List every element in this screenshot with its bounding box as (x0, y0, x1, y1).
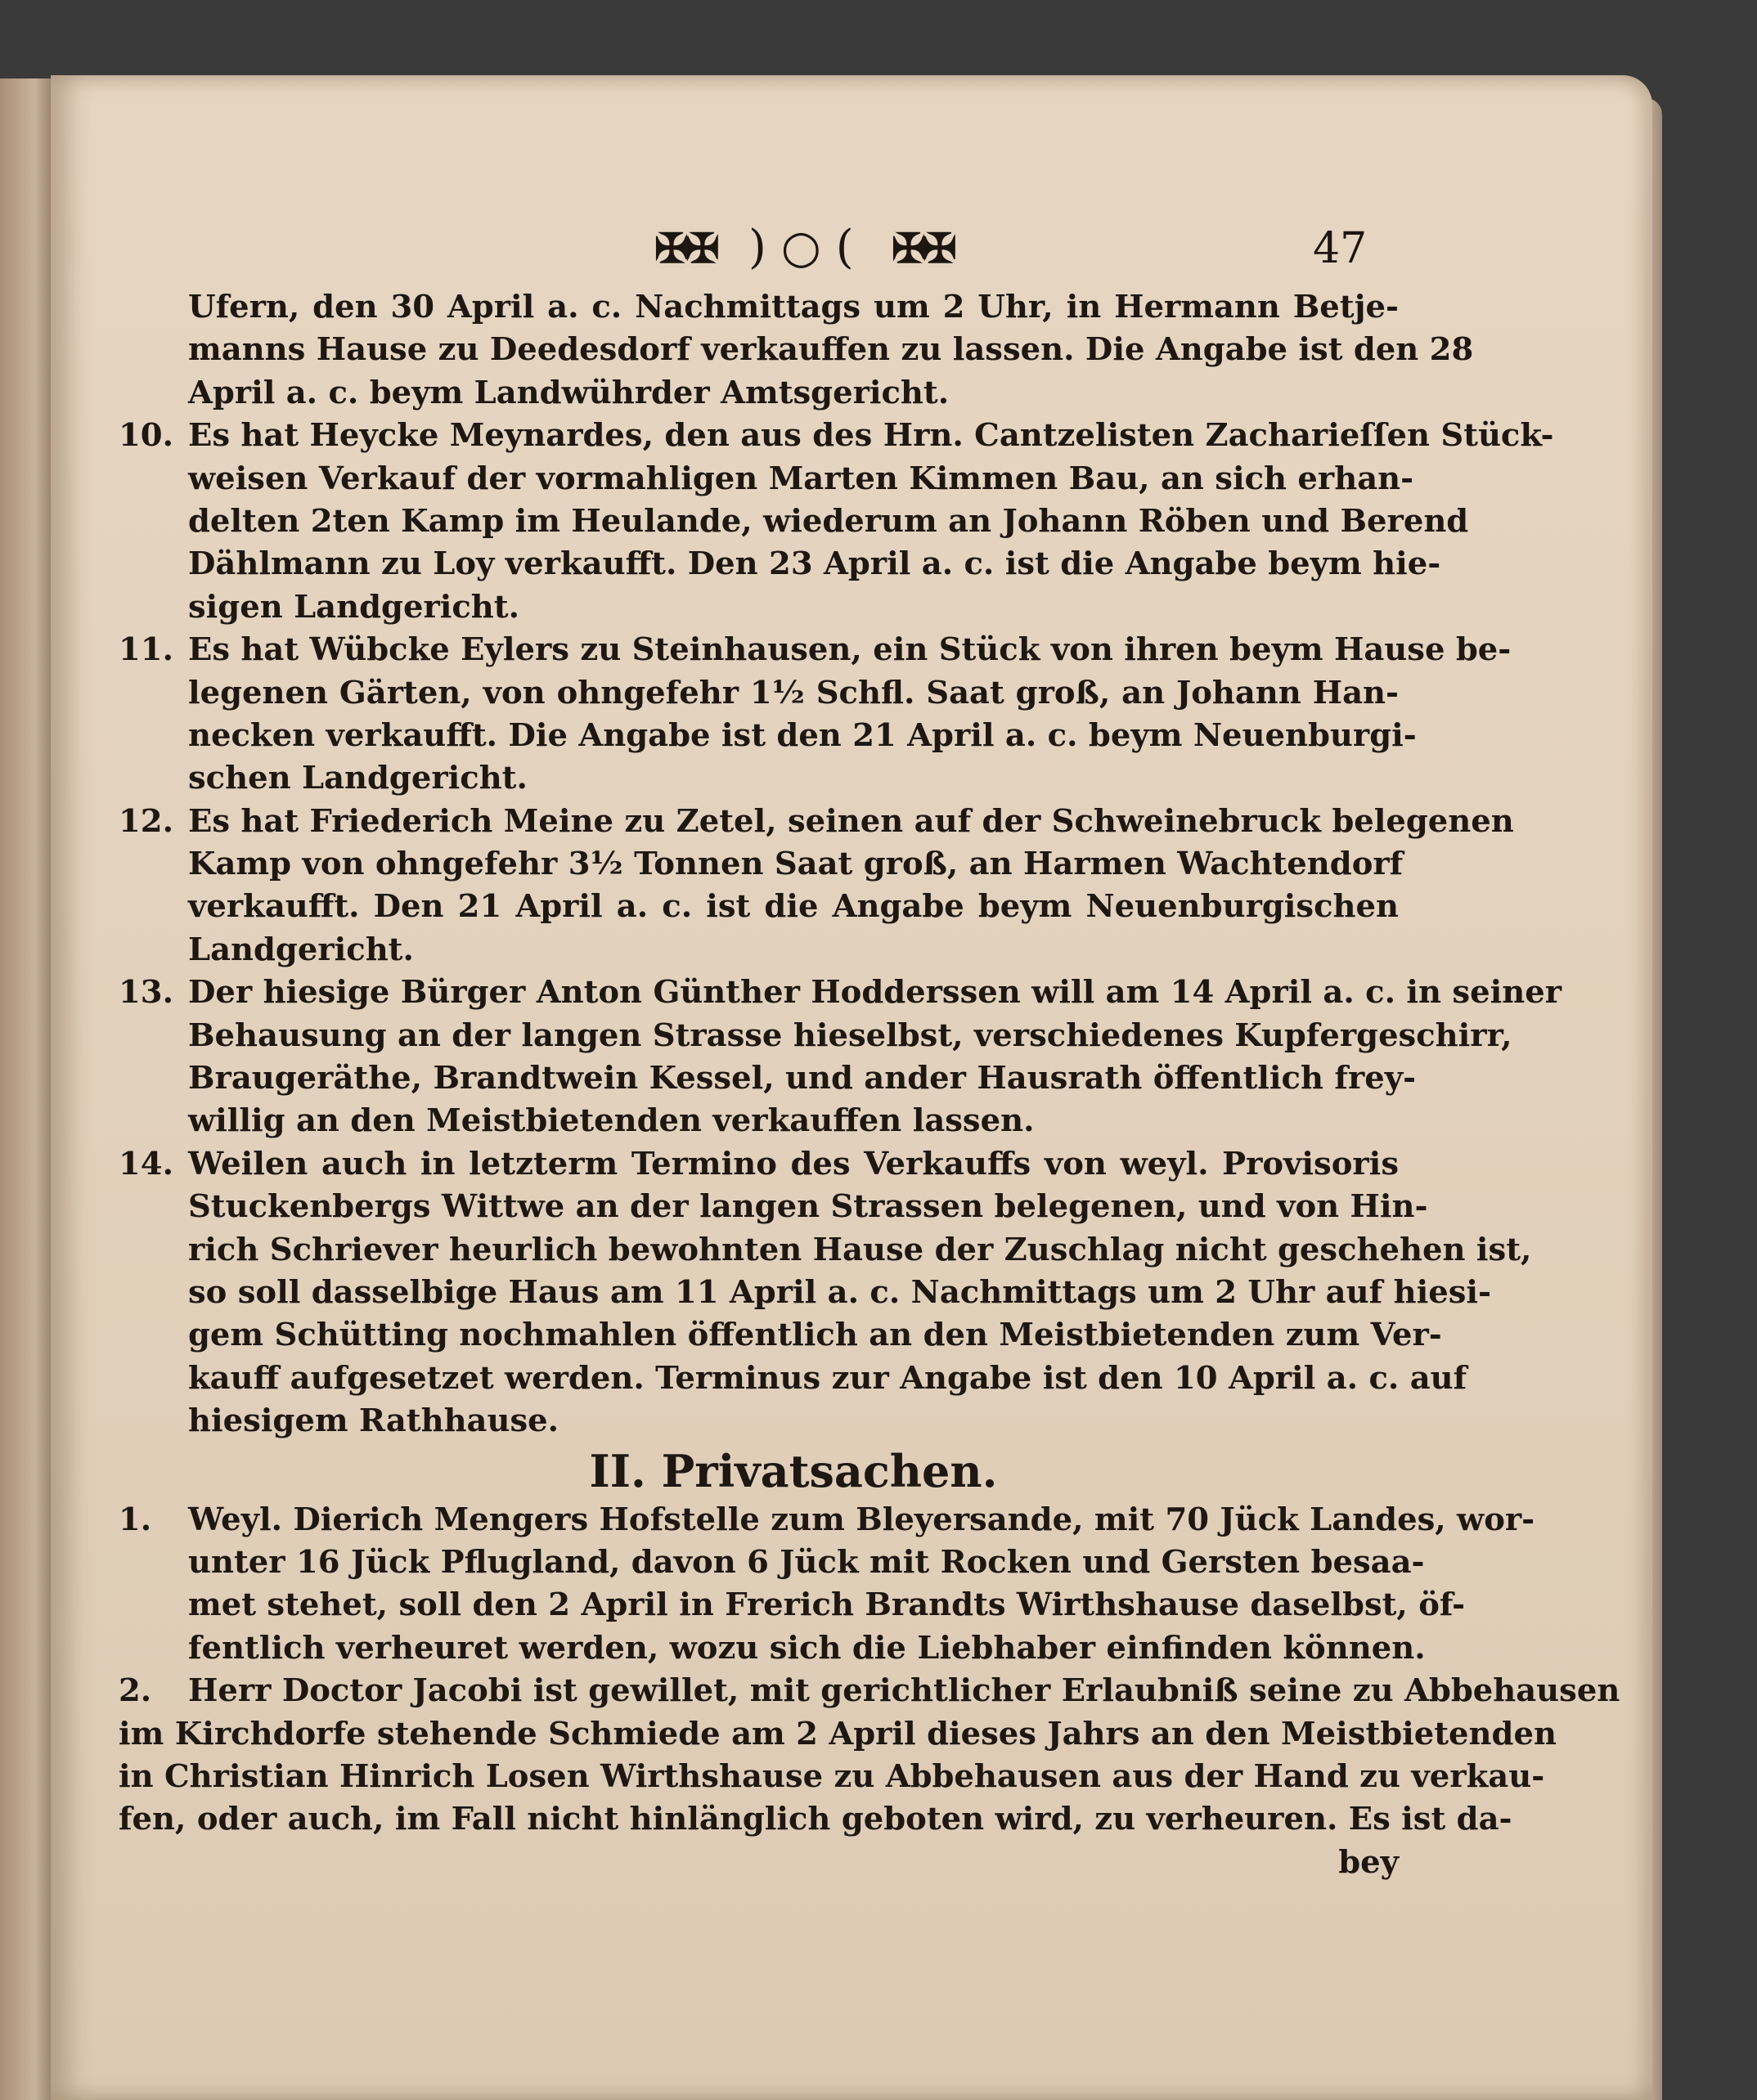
text-line (119, 415, 1554, 457)
text-line (188, 1314, 1442, 1357)
line-text: sigen Landgericht. (188, 588, 519, 626)
line-text: Weilen auch in letzterm Termino des Verkauffs von weyl. Provisoris (188, 1145, 1399, 1182)
line-text: Landgericht. (188, 931, 414, 968)
line-text: Kamp von ohngefehr 3½ Tonnen Saat groß, an Harmen Wachtendorf (188, 846, 1404, 883)
text-line (188, 1584, 1466, 1627)
text-line (188, 757, 1399, 800)
line-text: kauff aufgesetzet werden. Terminus zur Angabe ist den 10 April a. c. auf (188, 1359, 1467, 1397)
line-text: im Kirchdorfe stehende Schmiede am 2 April dieses Jahrs an den Meistbietenden (119, 1715, 1557, 1752)
text-line (188, 500, 1469, 543)
page-header (573, 221, 1368, 278)
line-text: willig an den Meistbietenden verkauffen lassen. (188, 1102, 1035, 1140)
header-ornament-left-icon: ✠✠ (654, 224, 717, 272)
text-line (119, 1713, 1557, 1756)
text-line (119, 1143, 1399, 1186)
text-line (188, 1100, 1399, 1142)
text-line (188, 843, 1404, 886)
line-text: legenen Gärten, von ohngefehr 1½ Schfl. Saat groß, an Johann Han- (188, 674, 1399, 711)
catchword: bey (1338, 1843, 1399, 1881)
header-ornament-right-icon: ✠✠ (892, 224, 954, 272)
line-text: Herr Doctor Jacobi ist gewillet, mit gerichtlicher Erlaubniß seine zu Abbehausen (188, 1672, 1620, 1710)
line-text: met stehet, soll den 2 April in Frerich Brandts Wirthshause daselbst, öf- (188, 1586, 1466, 1624)
item-number: 10. (119, 417, 173, 455)
text-line (188, 1229, 1532, 1272)
facing-page-edge (0, 79, 57, 2100)
line-text: manns Hause zu Deedesdorf verkauffen zu lassen. Die Angabe ist den 28 (188, 331, 1474, 369)
line-text: unter 16 Jück Pflugland, davon 6 Jück mit Rocken und Gersten besaa- (188, 1543, 1425, 1581)
line-text: Es hat Friederich Meine zu Zetel, seinen auf der Schweinebruck belegenen (188, 802, 1514, 840)
line-text: Der hiesige Bürger Anton Günther Hodderssen will am 14 April a. c. in seiner (188, 974, 1562, 1012)
item-number: 13. (119, 974, 173, 1012)
line-text: weisen Verkauf der vormahligen Marten Kimmen Bau, an sich erhan- (188, 460, 1414, 497)
item-number: 1. (119, 1501, 152, 1538)
section-heading: II. Privatsachen. (589, 1444, 998, 1497)
text-line (188, 672, 1399, 715)
text-line (188, 1015, 1512, 1057)
text-line (188, 1541, 1425, 1584)
text-line (119, 971, 1562, 1014)
line-text: verkaufft. Den 21 April a. c. ist die Angabe beym Neuenburgischen (188, 888, 1399, 926)
text-line (188, 329, 1474, 371)
text-line (188, 886, 1399, 928)
line-text: April a. c. beym Landwührder Amtsgericht. (188, 374, 950, 411)
line-text: Behausung an der langen Strasse hieselbst, verschiedenes Kupfergeschirr, (188, 1016, 1512, 1054)
line-text: in Christian Hinrich Losen Wirthshause zu Abbehausen aus der Hand zu verkau- (119, 1757, 1545, 1795)
text-line (188, 286, 1399, 329)
text-line (188, 586, 1399, 629)
text-line (119, 1798, 1512, 1841)
line-text: schen Landgericht. (188, 760, 528, 797)
text-line (188, 1627, 1426, 1670)
item-number: 2. (119, 1672, 152, 1710)
text-line (119, 629, 1512, 671)
signature-mark: )○( (748, 221, 869, 274)
text-line (188, 1357, 1467, 1400)
line-text: hiesigem Rathhause. (188, 1402, 559, 1440)
line-text: gem Schütting nochmahlen öffentlich an den Meistbietenden zum Ver- (188, 1317, 1442, 1354)
text-line (188, 929, 1399, 971)
line-text: so soll dasselbige Haus am 11 April a. c. Nachmittags um 2 Uhr auf hiesi- (188, 1273, 1491, 1311)
line-text: rich Schriever heurlich bewohnten Hause der Zuschlag nicht geschehen ist, (188, 1231, 1532, 1268)
line-text: Es hat Heycke Meynardes, den aus des Hrn. Cantzelisten Zacharieſſen Stück- (188, 417, 1554, 455)
line-text: necken verkaufft. Die Angabe ist den 21 April a. c. beym Neuenburgi- (188, 716, 1417, 754)
text-line (119, 1670, 1620, 1712)
line-text: Stuckenbergs Wittwe an der langen Strassen belegenen, und von Hin- (188, 1188, 1428, 1226)
text-line (188, 1186, 1428, 1228)
line-text: Es hat Wübcke Eylers zu Steinhausen, ein Stück von ihren beym Hause be- (188, 631, 1512, 669)
text-line (188, 1400, 1399, 1443)
line-text: Ufern, den 30 April a. c. Nachmittags um 2 Uhr, in Hermann Betje- (188, 289, 1399, 325)
text-line (188, 715, 1417, 757)
line-text: Dählmann zu Loy verkaufft. Den 23 April a. c. ist die Angabe beym hie- (188, 545, 1441, 583)
line-text: delten 2ten Kamp im Heulande, wiederum an Johann Röben und Berend (188, 502, 1469, 540)
item-number: 11. (119, 631, 173, 669)
line-text: Braugeräthe, Brandtwein Kessel, und ander Hausrath öffentlich frey- (188, 1060, 1417, 1097)
page-number: 47 (1313, 224, 1368, 273)
text-line (119, 1756, 1545, 1798)
line-text: fen, oder auch, im Fall nicht hinlänglich geboten wird, zu verheuren. Es ist da- (119, 1801, 1512, 1838)
line-text: Weyl. Dierich Mengers Hofstelle zum Bleyersande, mit 70 Jück Landes, wor- (188, 1501, 1535, 1538)
text-line (119, 1499, 1535, 1541)
text-line (188, 458, 1414, 500)
text-line (188, 1057, 1417, 1100)
line-text: fentlich verheuret werden, wozu sich die Liebhaber einfinden können. (188, 1629, 1426, 1667)
item-number: 14. (119, 1145, 173, 1182)
text-line (188, 372, 1399, 415)
text-line (188, 543, 1441, 586)
text-line (119, 801, 1514, 843)
item-number: 12. (119, 802, 173, 840)
text-line (188, 1272, 1491, 1314)
page-body (119, 286, 1620, 1884)
